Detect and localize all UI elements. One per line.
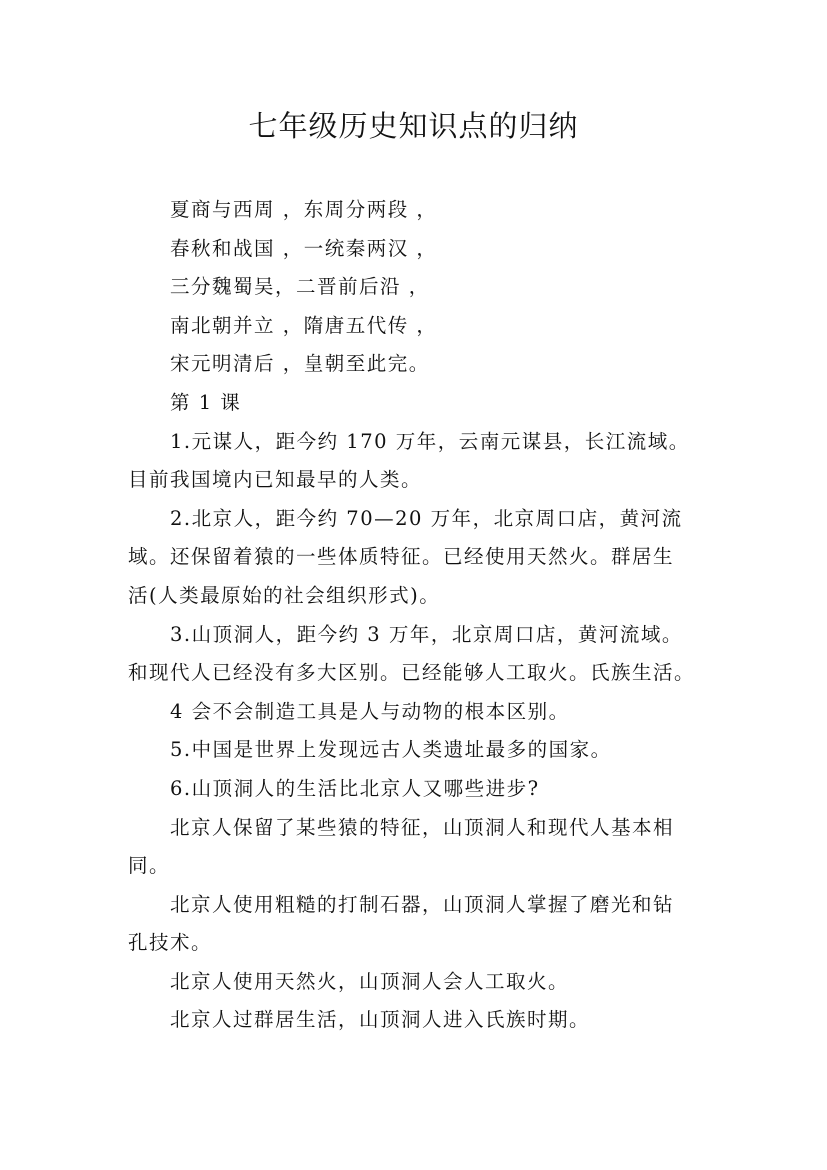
- text-line: 北京人保留了某些猿的特征，山顶洞人和现代人基本相: [170, 815, 675, 839]
- text-line: 北京人使用粗糙的打制石器，山顶洞人掌握了磨光和钻: [170, 892, 675, 916]
- lesson-heading: 第 1 课: [170, 390, 242, 414]
- text-line: 夏商与西周 ，东周分两段 ，: [170, 198, 438, 221]
- text-line: 4 会不会制造工具是人与动物的根本区别。: [170, 699, 570, 723]
- text-line: 孔技术。: [128, 931, 213, 955]
- text-line: 6.山顶洞人的生活比北京人又哪些进步?: [170, 776, 540, 800]
- text-line: 活(人类最原始的社会组织形式)。: [128, 583, 441, 607]
- text-line: 三分魏蜀吴，二晋前后沿 ，: [170, 275, 430, 299]
- text-line: 2.北京人，距今约 70—20 万年，北京周口店，黄河流: [170, 506, 683, 530]
- text-line: 北京人过群居生活，山顶洞人进入氏族时期。: [170, 1008, 591, 1032]
- text-line: 目前我国境内已知最早的人类。: [128, 468, 423, 492]
- text-line: 春秋和战国 ，一统秦两汉 ，: [170, 236, 438, 260]
- text-line: 5.中国是世界上发现远古人类遗址最多的国家。: [170, 738, 612, 762]
- text-line: 和现代人已经没有多大区别。已经能够人工取火。氏族生活。: [128, 661, 696, 685]
- text-line: 宋元明清后 ，皇朝至此完。: [170, 352, 430, 376]
- text-line: 3.山顶洞人，距今约 3 万年，北京周口店，黄河流域。: [170, 622, 683, 646]
- text-line: 北京人使用天然火，山顶洞人会人工取火。: [170, 969, 570, 993]
- document-title: 七年级历史知识点的归纳: [248, 109, 579, 143]
- text-line: 域。还保留着猿的一些体质特征。已经使用天然火。群居生: [128, 545, 675, 569]
- text-line: 南北朝并立 ，隋唐五代传 ，: [170, 313, 438, 337]
- document-body: [128, 191, 718, 1040]
- text-line: 同。: [128, 854, 171, 878]
- text-line: 1.元谋人，距今约 170 万年，云南元谋县，长江流域。: [170, 429, 690, 453]
